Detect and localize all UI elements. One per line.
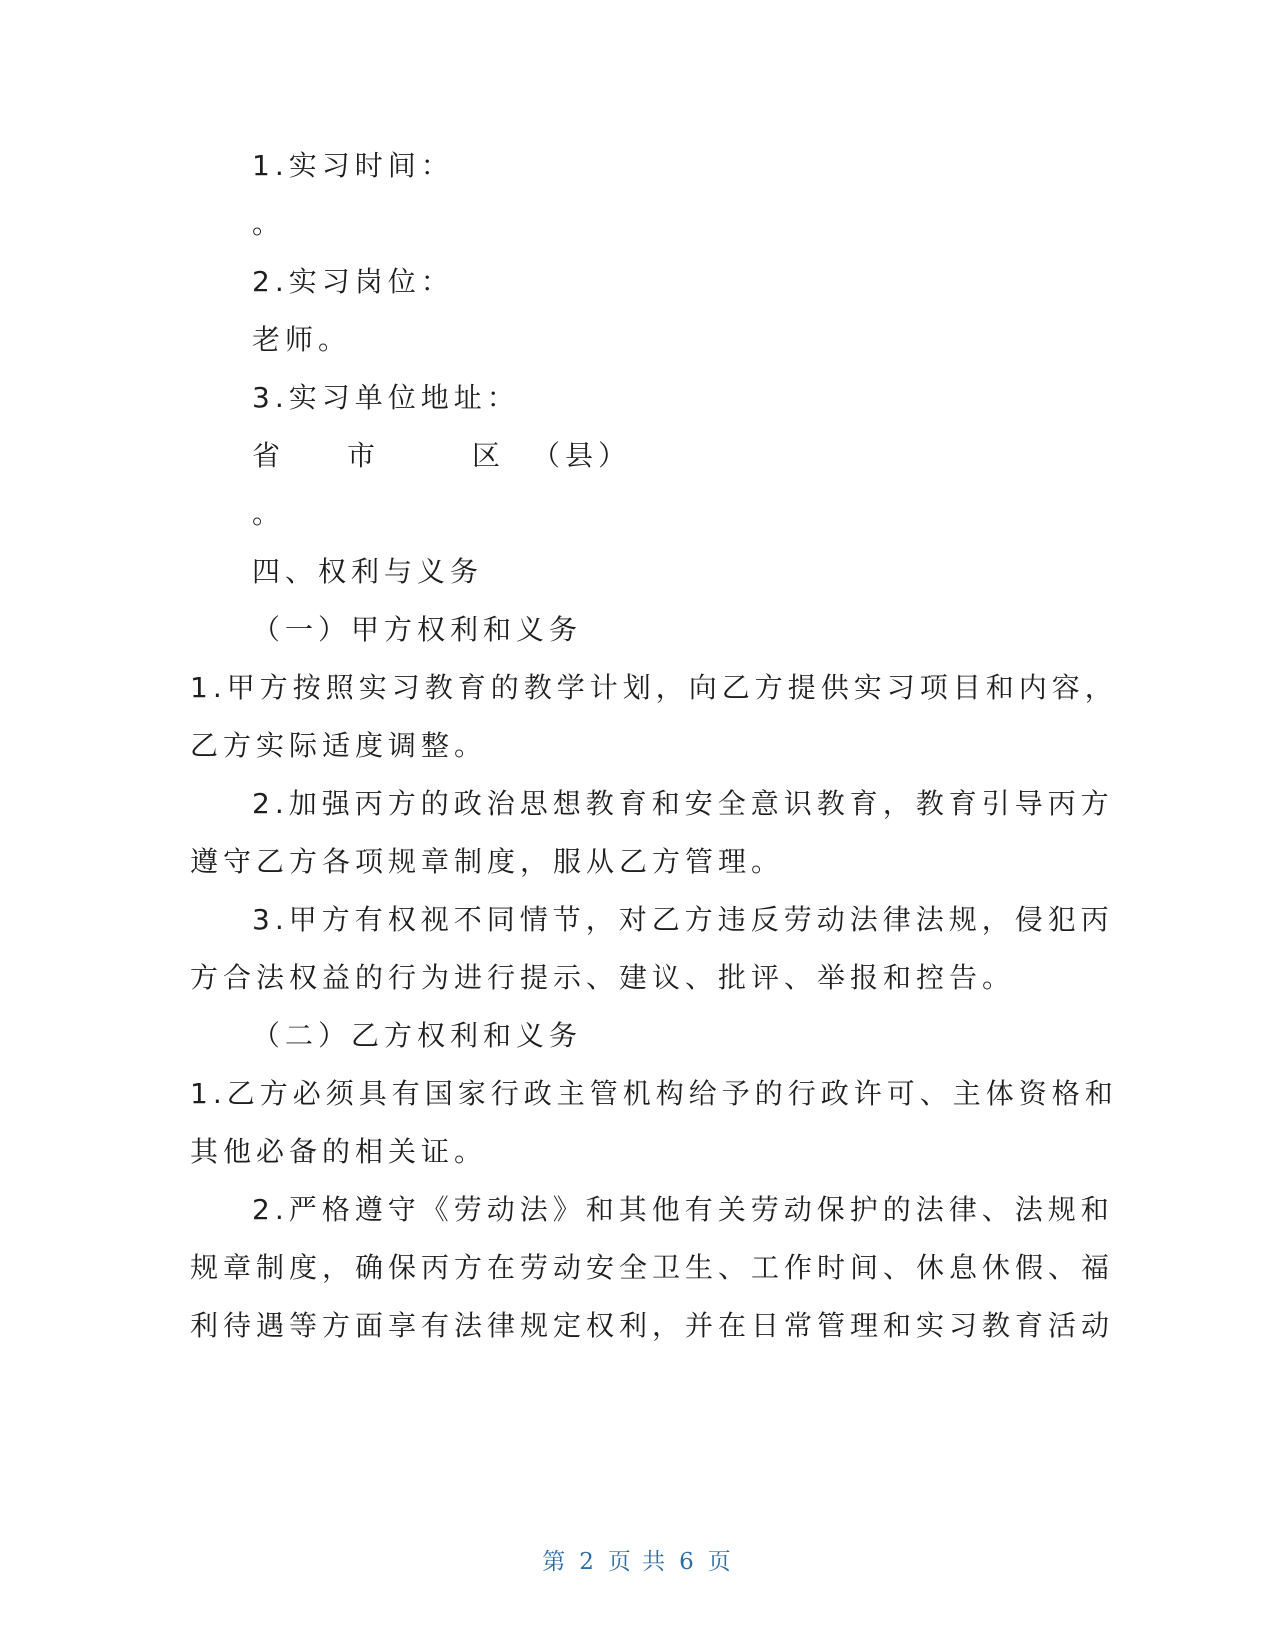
address-county: （县） bbox=[532, 439, 632, 472]
time-label: 1.实习时间： bbox=[252, 149, 454, 182]
party-a-item1-line2: 乙方实际适度调整。 bbox=[190, 729, 488, 762]
address-fields bbox=[252, 436, 1132, 476]
party-b-item1-line2: 其他必备的相关证。 bbox=[190, 1135, 488, 1168]
page-footer bbox=[0, 1543, 1275, 1576]
party-b-title: （二）乙方权利和义务 bbox=[252, 1019, 583, 1052]
address-label: 3.实习单位地址： bbox=[252, 381, 520, 414]
party-a-item3-line1: 3.甲方有权视不同情节，对乙方违反劳动法律法规，侵犯丙 bbox=[252, 903, 1114, 936]
address-district: 区 bbox=[472, 439, 506, 472]
time-value: 。 bbox=[252, 207, 286, 240]
party-a-item3-line2: 方合法权益的行为进行提示、建议、批评、举报和控告。 bbox=[190, 961, 1016, 994]
footer-page-number: 2 bbox=[579, 1549, 596, 1575]
footer-total-pages: 6 bbox=[679, 1549, 696, 1575]
post-label: 2.实习岗位： bbox=[252, 265, 454, 298]
footer-prefix: 第 bbox=[542, 1549, 568, 1575]
section4-title: 四、权利与义务 bbox=[252, 555, 484, 588]
party-b-item2-line3: 利待遇等方面享有法律规定权利，并在日常管理和实习教育活动 bbox=[190, 1309, 1115, 1342]
address-province: 省 bbox=[252, 439, 286, 472]
address-end: 。 bbox=[252, 497, 286, 530]
footer-suffix: 页 bbox=[707, 1549, 733, 1575]
party-a-item2-line1: 2.加强丙方的政治思想教育和安全意识教育，教育引导丙方 bbox=[252, 787, 1114, 820]
footer-middle: 页 共 bbox=[607, 1549, 668, 1575]
party-b-item1-line1: 1.乙方必须具有国家行政主管机构给予的行政许可、主体资格和 bbox=[190, 1077, 1118, 1110]
party-a-title: （一）甲方权利和义务 bbox=[252, 613, 583, 646]
party-b-item2-line2: 规章制度，确保丙方在劳动安全卫生、工作时间、休息休假、福 bbox=[190, 1251, 1115, 1284]
address-city: 市 bbox=[347, 439, 381, 472]
party-a-item1-line1: 1.甲方按照实习教育的教学计划，向乙方提供实习项目和内容， bbox=[190, 671, 1118, 704]
party-a-item2-line2: 遵守乙方各项规章制度，服从乙方管理。 bbox=[190, 845, 785, 878]
post-value: 老师。 bbox=[252, 323, 352, 356]
party-b-item2-line1: 2.严格遵守《劳动法》和其他有关劳动保护的法律、法规和 bbox=[252, 1193, 1114, 1226]
